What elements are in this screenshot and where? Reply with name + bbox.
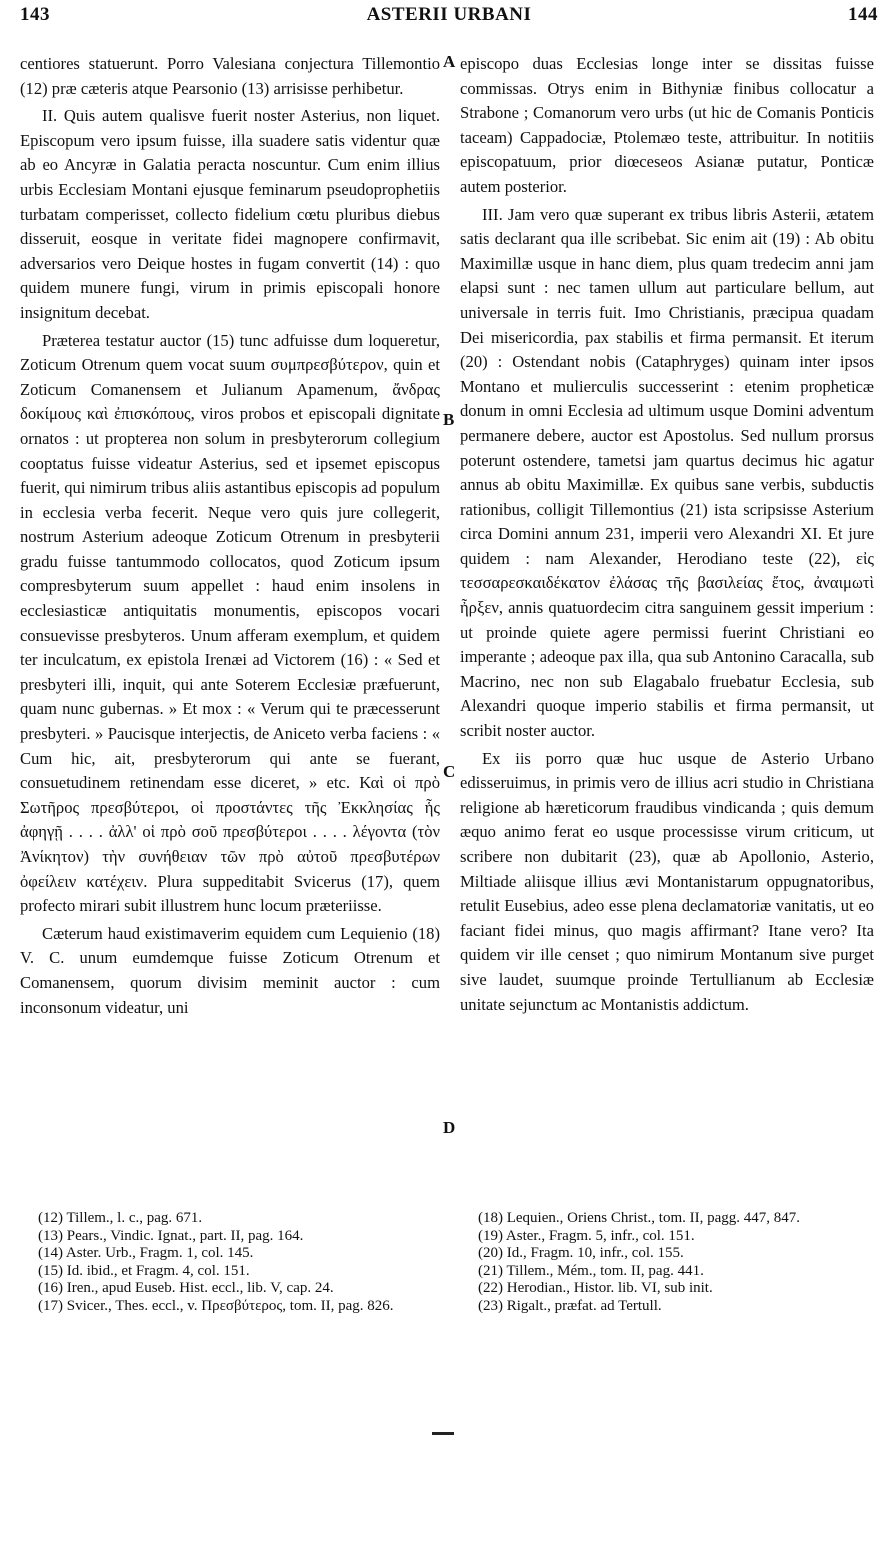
paragraph: Cæterum haud existimaverim equidem cum Lequienio (18) V. C. unum eumdemque fuisse Zoticum Otrenum et Comanensem, quorum divisim meminit auctor : cum inconsonum videatur, uni <box>20 923 440 1017</box>
footnotes-right <box>460 1210 874 1315</box>
footnote: (17) Svicer., Thes. eccl., v. Πρεσβύτερος, tom. II, pag. 826. <box>38 1297 394 1314</box>
footnote: (23) Rigalt., præfat. ad Tertull. <box>478 1297 662 1314</box>
page-end-mark <box>432 1432 454 1435</box>
footnote: (20) Id., Fragm. 10, infr., col. 155. <box>478 1245 684 1261</box>
paragraph: episcopo duas Ecclesias longe inter se dissitas fuisse commissas. Otrys enim in Bithyniæ finibus collocatur a Strabone ; Comanorum vero urbs (ut hic de Comanis Ponticis taceam) Cappadociæ, Ptolemæo teste, attribuitur. In notitiis episcopatuum, prior diœceseos Asianæ putatur, Ponticæ autem posterior. <box>460 54 874 196</box>
footnote: (22) Herodian., Histor. lib. VI, sub init. <box>478 1280 713 1296</box>
paragraph: Præterea testatur auctor (15) tunc adfuisse dum loqueretur, Zoticum Otrenum quem vocat suum συμπρεσβύτερον, quin et Zoticum Comanensem et Julianum Apamenum, ἄνδρας δοκίμους καὶ ἐπισκόπους, viros probos et episcopali dignitate ornatos : ut propterea non solum in presbyterorum collegium cooptatus fuisse videatur Asterius, sed et ipsemet episcopus fuerit, qui nimirum tribus aliis astantibus episcopis ad populum in ecclesia verba fecerit. Neque vero quis jure collegerit, nostrum Asterium adeoque Zoticum Otrenum in presbyterii gradu fuisse tantummodo collocatos, quod Zoticum ipsum compresbyterum suum appellet : haud enim insolens in ecclesiasticæ antiquitatis monumentis, episcopos vocari consuevisse presbyteros. Unum afferam exemplum, et quidem ter inculcatum, ex epistola Irenæi ad Victorem (16) : « Sed et presbyteri illi, inquit, qui ante Soterem Ecclesiæ præfuerunt, quam nunc gubernas. » Et mox : « Verum qui te præcesserunt presbyteri. » Paucisque interjectis, de Aniceto verba faciens : « Cum hic, ait, presbyterorum qui ante se fuerant, consuetudinem retinendam esse diceret, » etc. Καὶ οἱ πρὸ Σωτῆρος πρεσβύτεροι, οἱ προστάντες τῆς Ἐκκλησίας ἧς ἀφηγῇ . . . . ἀλλ' οἱ πρὸ σοῦ πρεσβύτεροι . . . . λέγοντα (τὸν Ἀνίκητον) τὴν συνήθειαν τῶν πρὸ αὐτοῦ πρεσβυτέρων ὀφείλειν κατέχειν. Plura suppeditabit Svicerus (17), quem profecto mirari subit illustrem hunc locum præteriisse. <box>20 330 440 916</box>
page-number-right: 144 <box>848 4 878 25</box>
page-number-left: 143 <box>20 4 50 25</box>
running-header <box>20 4 878 34</box>
paragraph: centiores statuerunt. Porro Valesiana conjectura Tillemontio (12) præ cæteris atque Pearsonio (13) arrisisse perhibetur. <box>20 54 440 98</box>
footnote: (18) Lequien., Oriens Christ., tom. II, pagg. 447, 847. <box>478 1210 801 1226</box>
left-column <box>20 52 440 1020</box>
footnote: (15) Id. ibid., et Fragm. 4, col. 151. <box>38 1262 250 1279</box>
footnote: (12) Tillem., l. c., pag. 671. <box>38 1210 203 1226</box>
paragraph: III. Jam vero quæ superant ex tribus libris Asterii, ætatem satis declarant qua ille scribebat. Sic enim ait (19) : Ab obitu Maximillæ usque in hanc diem, plus quam tredecim anni jam elapsi sunt : nec tamen ullum aut particulare bellum, aut universale in terris fuit. Imo Christianis, præcipua quadam Dei misericordia, pax stabilis et firma permansit. Et iterum (20) : Ostendant nobis (Cataphryges) quinam inter ipsos Montano et mulierculis successerint : etenim propheticæ donum in omni Ecclesia ad ultimum usque Domini adventum permanere debere, auctor est Apostolus. Sed nullum prorsus poterunt ostendere, tametsi jam quartus decimus hic agatur annus ab obitu Maximillæ. Ex quibus sane verbis, subductis rationibus, colligit Tillemontius (21) ista scripsisse Asterium circa Domini annum 231, imperii vero Alexandri XI. Et jure quidem : nam Alexander, Herodiano teste (22), εἰς τεσσαρεσκαιδέκατον ἐλάσας τῆς βασιλείας ἔτος, ἀναιμωτὶ ἦρξεν, annis quatuordecim citra sanguinem gessit imperium : ut proinde quiete agere permissi fuerint Christiani eo imperante ; adeoque pax illa, qua sub Antonino Caracalla, sub Macrino, nec non sub Elagabalo fruebatur Ecclesia, sub Alexandri quoque imperio stabilis et firma permansit, ut scribit noster auctor. <box>460 204 874 741</box>
section-marker-c: C <box>443 762 456 781</box>
paragraph: II. Quis autem qualisve fuerit noster Asterius, non liquet. Episcopum vero ipsum fuisse, illa suadere satis videntur quæ ab eo Ancyræ in Galatia peracta noscuntur. Cum enim illius urbis Ecclesiam Montani ejusque feminarum pseudoprophetiis turbatam comperisset, collecto fidelium cœtu pluribus diebus disseruit, eosque in veritate fidei magnopere confirmavit, adversarios vero Deique hostes in fugam convertit (14) : quo quidem munere fungi, virum in primis episcopali honore insignitum decebat. <box>20 106 440 322</box>
footnote: (16) Iren., apud Euseb. Hist. eccl., lib. V, cap. 24. <box>38 1280 334 1296</box>
footnote: (21) Tillem., Mém., tom. II, pag. 441. <box>478 1262 704 1279</box>
running-title: ASTERII URBANI <box>366 4 532 25</box>
footnote: (13) Pears., Vindic. Ignat., part. II, pag. 164. <box>38 1227 304 1244</box>
footnote: (14) Aster. Urb., Fragm. 1, col. 145. <box>38 1245 254 1261</box>
footnotes-left <box>20 1210 440 1315</box>
section-marker-b: B <box>443 410 455 429</box>
section-marker-d: D <box>443 1118 456 1137</box>
right-column <box>460 52 874 1017</box>
section-marker-a: A <box>443 52 456 71</box>
footnote: (19) Aster., Fragm. 5, infr., col. 151. <box>478 1227 695 1244</box>
paragraph: Ex iis porro quæ huc usque de Asterio Urbano edisseruimus, in primis vero de illius acri studio in Christiana religione ab hæreticorum fraudibus vindicanda ; quis demum æquo animo ferat eo usque processisse virum criticum, ut scribere non dubitarit (23), quæ ab Apollonio, Asterio, Miltiade aliisque illius ævi Montanistarum oppugnatoribus, retulit Eusebius, adeo esse plena declamatoriæ vanitatis, ut eo faciant fidei minus, quo magis affirmant? Itane vero? Ita quidem vir ille censet ; quo nimirum Montanum sive purget sive laudet, suumque proinde Tertullianum ab Ecclesiæ unitate sejunctum ac Montanistis addictum. <box>460 748 874 1014</box>
